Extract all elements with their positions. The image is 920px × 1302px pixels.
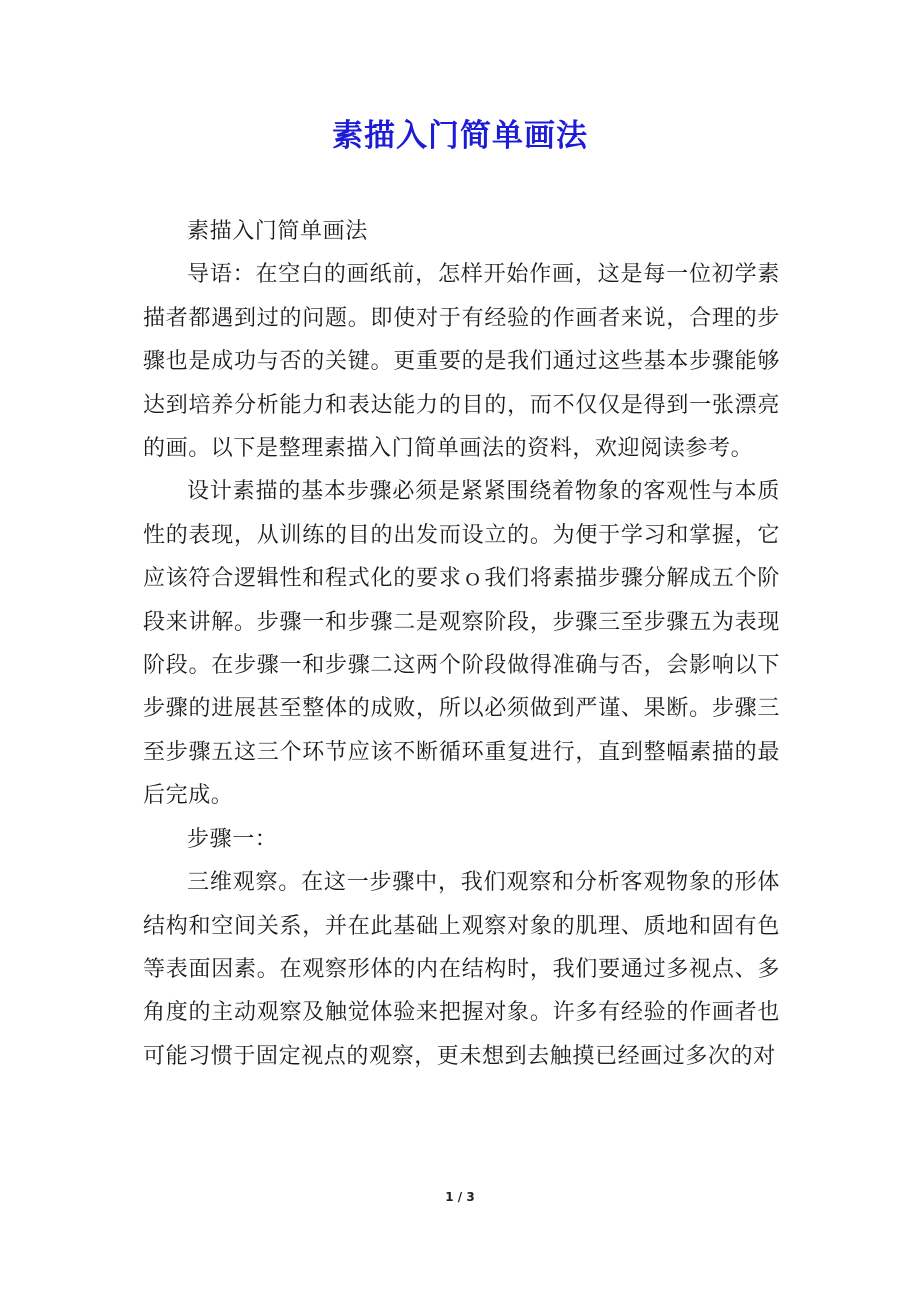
paragraph-step-one-label: 步骤一： xyxy=(187,826,278,852)
document-title: 素描入门简单画法 xyxy=(332,118,588,154)
paragraph-steps-overview: 设计素描的基本步骤必须是紧紧围绕着物象的客观性与本质性的表现，从训练的目的出发而设立的。为便于学习和掌握，它应该符合逻辑性和程式化的要求ｏ我们将素描步骤分解成五个阶段来讲解。步骤一和步骤二是观察阶段，步骤三至步骤五为表现阶段。在步骤一和步骤二这两个阶段做得准确与否，会影响以下步骤的进展甚至整体的成败，所以必须做到严谨、果断。步骤三至步骤五这三个环节应该不断循环重复进行，直到整幅素描的最后完成。 xyxy=(143,479,780,809)
paragraph-heading: 素描入门简单画法 xyxy=(187,219,368,244)
page-number: 1 / 3 xyxy=(445,1190,475,1204)
document-body xyxy=(143,210,780,1078)
paragraph-intro: 导语：在空白的画纸前，怎样开始作画，这是每一位初学素描者都遇到过的问题。即使对于有经验的作画者来说，合理的步骤也是成功与否的关键。更重要的是我们通过这些基本步骤能够达到培养分析能力和表达能力的目的，而不仅仅是得到一张漂亮的画。以下是整理素描入门简单画法的资料，欢迎阅读参考。 xyxy=(143,262,780,462)
paragraph-step-one-body: 三维观察。在这一步骤中，我们观察和分析客观物象的形体结构和空间关系，并在此基础上观察对象的肌理、质地和固有色等表面因素。在观察形体的内在结构时，我们要通过多视点、多角度的主动观察及触觉体验来把握对象。许多有经验的作画者也可能习惯于固定视点的观察，更未想到去触摸已经画过多次的对 xyxy=(143,870,780,1069)
